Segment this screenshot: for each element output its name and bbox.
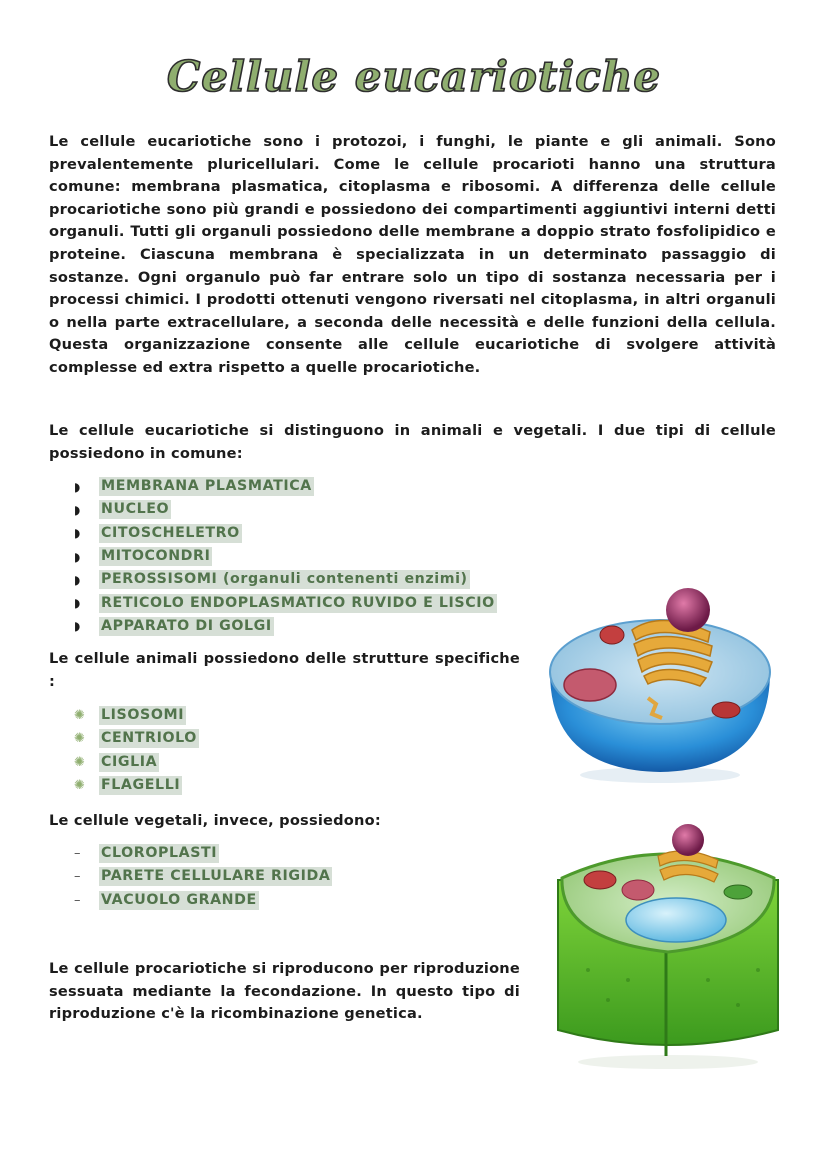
list-item-label: NUCLEO xyxy=(101,501,170,518)
list-item-label: LISOSOMI xyxy=(101,707,185,724)
list-item-label: RETICOLO ENDOPLASMATICO RUVIDO E LISCIO xyxy=(101,594,495,611)
list-item xyxy=(74,591,497,614)
plant-intro-paragraph: Le cellule vegetali, invece, possiedono: xyxy=(49,812,381,829)
list-item xyxy=(74,615,497,638)
common-organelles-list xyxy=(74,475,497,638)
list-item xyxy=(74,865,332,888)
animal-cell-illustration xyxy=(540,580,780,790)
animal-structures-list xyxy=(74,704,199,797)
list-item xyxy=(74,568,497,591)
plant-cell-illustration xyxy=(548,820,788,1070)
list-item-label: PEROSSISOMI (organuli contenenti enzimi) xyxy=(101,571,468,588)
star-bullet-icon: ✺ xyxy=(74,731,85,747)
dash-bullet-icon: – xyxy=(74,869,81,885)
list-item xyxy=(74,545,497,568)
list-item xyxy=(74,889,332,912)
intro-paragraph: Le cellule eucariotiche sono i protozoi, i funghi, le piante e gli animali. Sono prevalentemente pluricellulari. Come le cellule procarioti hanno una struttura comune: membrana plasmatica, citoplasma e ribosomi. A differenza delle cellule procariotiche sono più grandi e possiedono dei compartimenti aggiuntivi interni detti organuli. Tutti gli organuli possiedono delle membrane a doppio strato fosfolipidico e proteine. Ciascuna membrana è specializzata in un determinato passaggio di sostanze. Ogni organulo può far entrare solo un tipo di sostanza necessaria per i processi chimici. I prodotti ottenuti vengono riversati nel citoplasma, in altri organuli o nella parte extracellulare, a seconda delle necessità e delle funzioni della cellula. Questa organizzazione consente alle cellule eucariotiche di svolgere attività complesse ed extra rispetto a quelle procariotiche. xyxy=(49,133,776,376)
arrow-bullet-icon: ◗ xyxy=(74,596,81,611)
star-bullet-icon: ✺ xyxy=(74,754,85,770)
arrow-bullet-icon: ◗ xyxy=(74,619,81,634)
list-item-label: PARETE CELLULARE RIGIDA xyxy=(101,868,331,885)
list-item-label: MEMBRANA PLASMATICA xyxy=(101,478,312,495)
plant-structures-list xyxy=(74,842,332,912)
list-item-label: FLAGELLI xyxy=(101,777,181,794)
star-bullet-icon: ✺ xyxy=(74,778,85,794)
page-title: Cellule eucariotiche xyxy=(166,52,662,101)
list-item xyxy=(74,498,497,521)
list-item xyxy=(74,727,199,750)
list-item xyxy=(74,522,497,545)
list-item xyxy=(74,751,199,774)
list-item-label: CLOROPLASTI xyxy=(101,845,218,862)
dash-bullet-icon: – xyxy=(74,892,81,908)
reproduction-paragraph: Le cellule procariotiche si riproducono per riproduzione sessuata mediante la fecondazione. In questo tipo di riproduzione c'è la ricombinazione genetica. xyxy=(49,960,520,1023)
list-item-label: CITOSCHELETRO xyxy=(101,524,240,541)
common-intro-paragraph: Le cellule eucariotiche si distinguono in animali e vegetali. I due tipi di cellule possiedono in comune: xyxy=(49,422,776,462)
animal-intro-paragraph: Le cellule animali possiedono delle strutture specifiche : xyxy=(49,650,520,690)
list-item xyxy=(74,704,199,727)
arrow-bullet-icon: ◗ xyxy=(74,479,81,494)
arrow-bullet-icon: ◗ xyxy=(74,549,81,564)
dash-bullet-icon: – xyxy=(74,846,81,862)
list-item-label: APPARATO DI GOLGI xyxy=(101,617,272,634)
list-item xyxy=(74,842,332,865)
arrow-bullet-icon: ◗ xyxy=(74,526,81,541)
list-item-label: CENTRIOLO xyxy=(101,730,197,747)
list-item-label: MITOCONDRI xyxy=(101,548,211,565)
arrow-bullet-icon: ◗ xyxy=(74,572,81,587)
list-item-label: VACUOLO GRANDE xyxy=(101,891,257,908)
list-item-label: CIGLIA xyxy=(101,753,158,770)
star-bullet-icon: ✺ xyxy=(74,708,85,724)
list-item xyxy=(74,475,497,498)
arrow-bullet-icon: ◗ xyxy=(74,502,81,517)
list-item xyxy=(74,774,199,797)
